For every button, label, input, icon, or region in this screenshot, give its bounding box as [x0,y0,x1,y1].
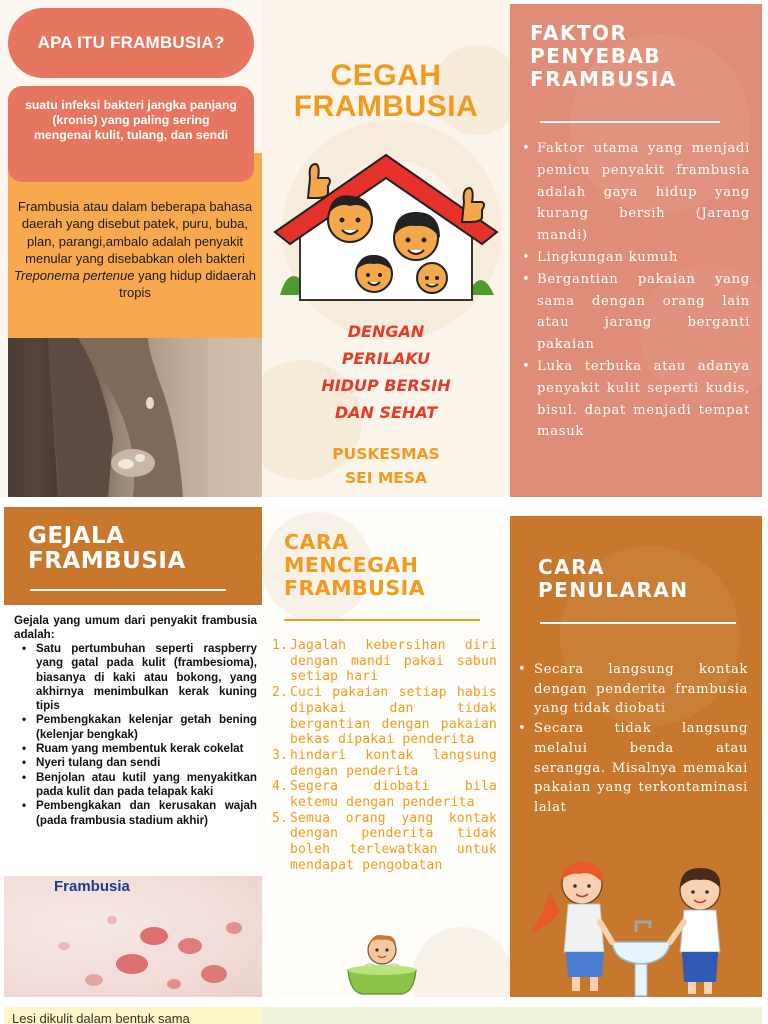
family-house-illustration [270,150,502,305]
list-item [272,779,497,810]
item-number: 3. [272,747,289,763]
item-text: Cuci pakaian setiap habis dipakai dan tidak bergantian dengan pakaian bekas dipakai penderita [290,685,497,748]
list-item: • Satu pertumbuhan seperti raspberry yang gatal pada kulit (frambesioma), biasanya di kaki atau bokong, yang akhirnya menimbulkan kerak kuning tipis [20,642,257,713]
bottom-panel-middle [262,1007,510,1024]
org-line2: SEI MESA [344,469,428,487]
list-item [272,748,497,779]
list-item: • Bergantian pakaian yang sama dengan orang lain atau jarang berganti pakaian [522,269,750,356]
kids-handwashing-illustration [520,852,760,997]
transmission-title-line2: PENULARAN [538,578,689,602]
divider [30,589,226,591]
item-number: 1. [272,638,289,653]
slogan-line: DAN SEHAT [334,403,438,422]
org-line1: PUSKESMAS [332,445,440,463]
description-text: Frambusia atau dalam beberapa bahasa daerah yang disebut patek, puru, buba, plan, parangi,ambalo adalah penyakit menular yang disebabkan oleh bakteri [17,199,253,266]
description-text-end: yang hidup didaerah tropis [119,268,256,301]
list-item [272,685,497,748]
item-number: 4. [272,779,289,795]
list-item: • Nyeri tulang dan sendi [20,756,257,770]
list-item: • Luka terbuka atau adanya penyakit kulit seperti kudis, bisul. dapat menjadi tempat masuk [522,356,750,443]
list-item: • Faktor utama yang menjadi pemicu penyakit frambusia adalah gaya hidup yang kurang bersih (Jarang mandi) [522,138,750,247]
leg-lesion-photo [8,338,262,497]
item-text: hindari kontak langsung dengan penderita [290,747,497,779]
symptoms-intro: Gejala yang umum dari penyakit frambusia adalah: [14,614,257,641]
divider [284,619,480,621]
rash-illustration [4,876,262,997]
prevention-title-line1: CARA [284,530,349,554]
item-number: 5. [272,810,289,826]
divider [540,121,720,123]
list-item: • Secara langsung kontak dengan penderita frambusia yang tidak diobati [518,660,748,719]
list-item: • Pembengkakan dan kerusakan wajah (pada frambusia stadium akhir) [20,799,257,828]
list-item [272,638,497,685]
list-item: • Ruam yang membentuk kerak cokelat [20,742,257,756]
item-text: Segera diobati bila ketemu dengan penderita [290,779,497,811]
panel1-description [12,198,258,302]
transmission-title-line1: CARA [538,555,606,579]
rash-photo [4,876,262,997]
bacteria-name: Treponema pertenue [14,268,135,284]
panel1-definition: suatu infeksi bakteri jangka panjang (kronis) yang paling sering mengenai kulit, tulang, dan sendi [8,86,254,182]
causes-title [530,22,677,91]
causes-title-line3: FRAMBUSIA [530,67,677,91]
list-item [272,811,497,874]
slogan-line: HIDUP BERSIH [321,376,451,395]
bottom-panel-right [510,1007,762,1024]
bottom-panel-text: Lesi dikulit dalam bentuk sama [12,1011,190,1024]
symptoms-title-line1: GEJALA [28,523,125,549]
symptoms-title-line2: FRAMBUSIA [28,548,186,574]
causes-title-line1: FAKTOR [530,21,628,45]
rash-photo-caption: Frambusia [54,878,130,895]
symptoms-title [28,524,186,574]
cover-title [262,60,510,122]
item-number: 2. [272,685,289,701]
cover-title-line2: FRAMBUSIA [293,90,479,123]
prevention-title-line2: MENCEGAH [284,553,419,577]
organization-name [262,442,510,490]
causes-title-line2: PENYEBAB [530,44,662,68]
transmission-title [538,556,689,602]
list-item: • Lingkungan kumuh [522,247,750,269]
transmission-list [518,660,748,818]
list-item: • Secara tidak langsung melalui benda atau serangga. Misalnya memakai pakaian yang terkontaminasi lalat [518,719,748,818]
slogan-line: DENGAN [347,322,425,341]
causes-list [522,138,750,443]
item-text: Jagalah kebersihan diri dengan mandi pakai sabun setiap hari [290,638,497,685]
prevention-title [284,531,425,600]
symptoms-list [20,642,257,828]
item-text: Semua orang yang kontak dengan penderita tidak boleh terlewatkan untuk mendapat pengobatan [290,810,497,873]
baby-bath-illustration [342,930,422,997]
divider [540,622,736,624]
panel1-title: APA ITU FRAMBUSIA? [8,8,254,78]
leg-photo-illustration [8,338,262,497]
cover-title-line1: CEGAH [330,59,442,92]
list-item: • Benjolan atau kutil yang menyakitkan pada kulit dan pada telapak kaki [20,771,257,800]
slogan-line: PERILAKU [341,349,431,368]
list-item: • Pembengkakan kelenjar getah bening (kelenjar bengkak) [20,713,257,742]
cover-slogan [262,318,510,426]
prevention-list [272,638,497,874]
prevention-title-line3: FRAMBUSIA [284,576,426,600]
